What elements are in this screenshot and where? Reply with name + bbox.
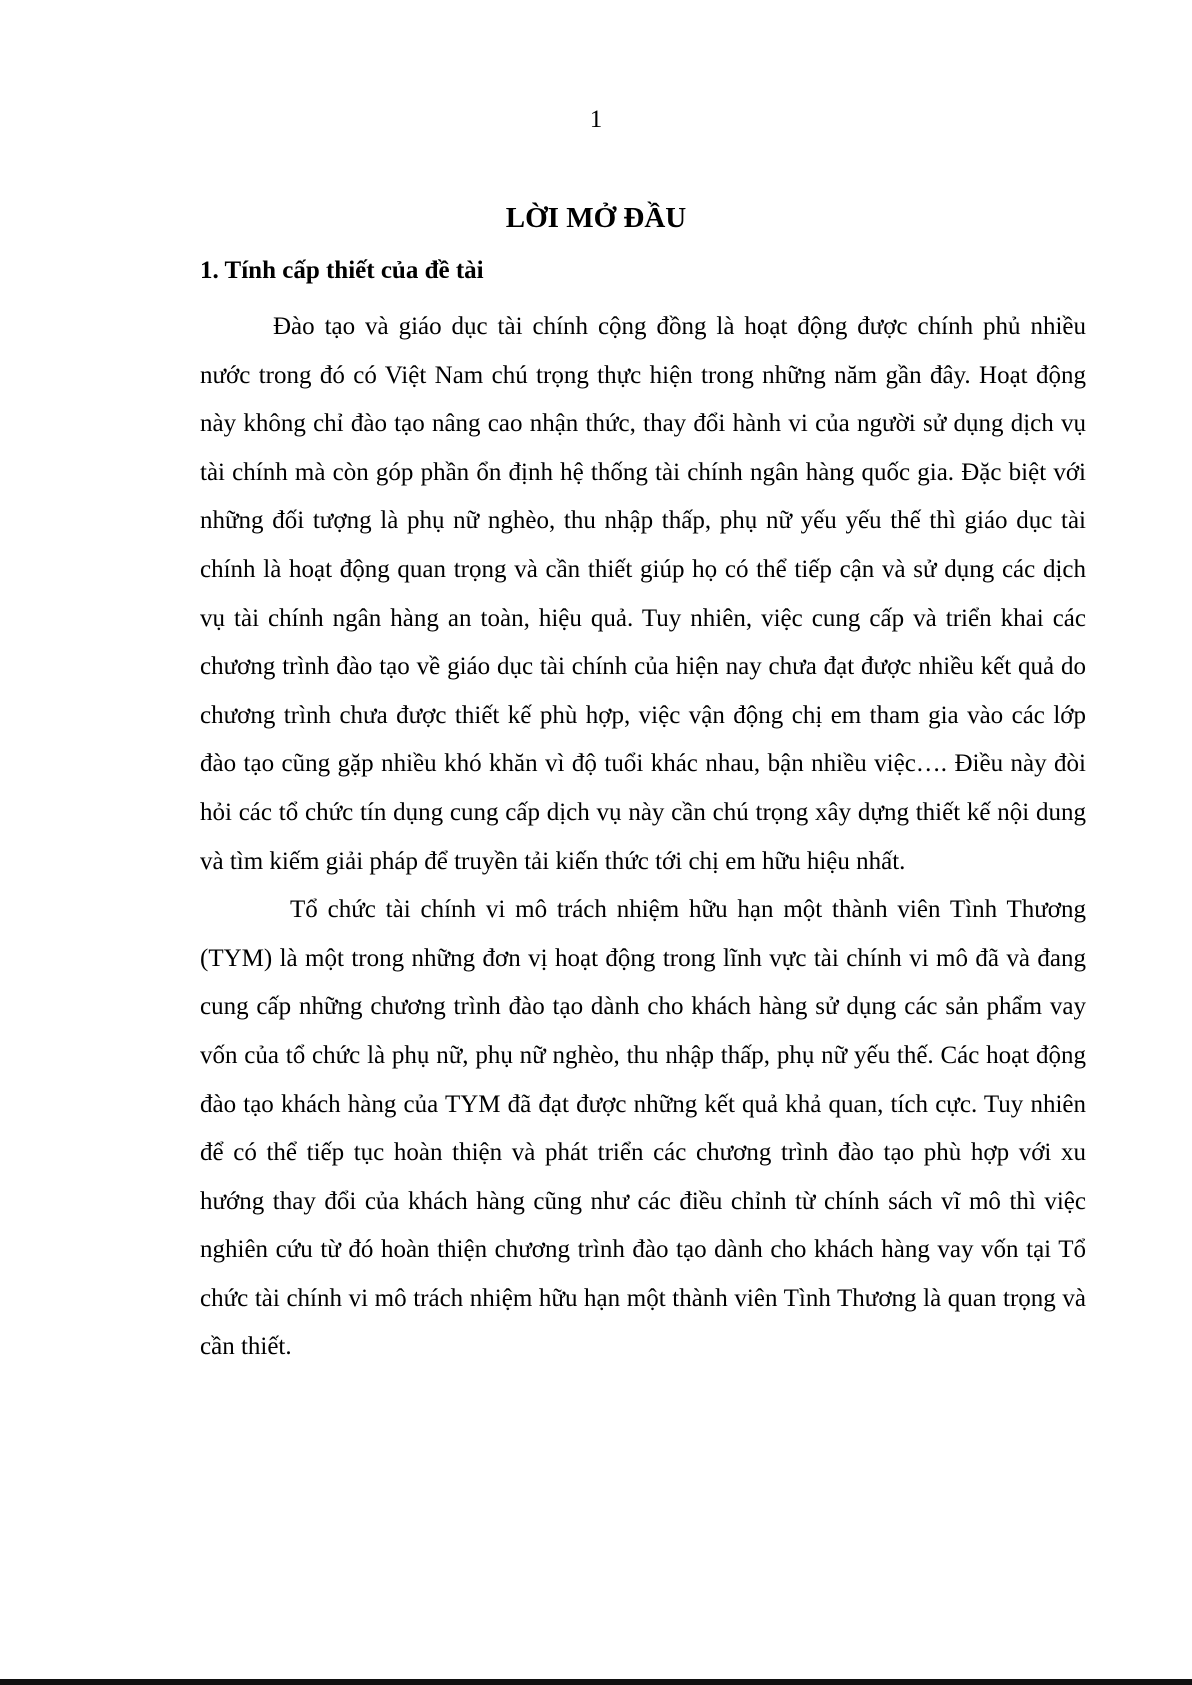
page-number: 1 [589, 106, 603, 133]
bottom-edge-bar [0, 1679, 1192, 1685]
page-title: LỜI MỞ ĐẦU [505, 202, 687, 234]
paragraph: Tổ chức tài chính vi mô trách nhiệm hữu hạn một thành viên Tình Thương (TYM) là một trong những đơn vị hoạt động trong lĩnh vực tài chính vi mô đã và đang cung cấp những chương trình đào tạo dành cho khách hàng sử dụng các sản phẩm vay vốn của tổ chức là phụ nữ, phụ nữ nghèo, thu nhập thấp, phụ nữ yếu thế. Các hoạt động đào tạo khách hàng của TYM đã đạt được những kết quả khả quan, tích cực. Tuy nhiên để có thể tiếp tục hoàn thiện và phát triển các chương trình đào tạo phù hợp với xu hướng thay đổi của khách hàng cũng như các điều chỉnh từ chính sách vĩ mô thì việc nghiên cứu từ đó hoàn thiện chương trình đào tạo dành cho khách hàng vay vốn tại Tổ chức tài chính vi mô trách nhiệm hữu hạn một thành viên Tình Thương là quan trọng và cần thiết. [200, 896, 1086, 1361]
paragraph: Đào tạo và giáo dục tài chính cộng đồng là hoạt động được chính phủ nhiều nước trong đó có Việt Nam chú trọng thực hiện trong những năm gần đây. Hoạt động này không chỉ đào tạo nâng cao nhận thức, thay đổi hành vi của người sử dụng dịch vụ tài chính mà còn góp phần ổn định hệ thống tài chính ngân hàng quốc gia. Đặc biệt với những đối tượng là phụ nữ nghèo, thu nhập thấp, phụ nữ yếu yếu thế thì giáo dục tài chính là hoạt động quan trọng và cần thiết giúp họ có thể tiếp cận và sử dụng các dịch vụ tài chính ngân hàng an toàn, hiệu quả. Tuy nhiên, việc cung cấp và triển khai các chương trình đào tạo về giáo dục tài chính của hiện nay chưa đạt được nhiều kết quả do chương trình chưa được thiết kế phù hợp, việc vận động chị em tham gia vào các lớp đào tạo cũng gặp nhiều khó khăn vì độ tuổi khác nhau, bận nhiều việc…. Điều này đòi hỏi các tổ chức tín dụng cung cấp dịch vụ này cần chú trọng xây dựng thiết kế nội dung và tìm kiếm giải pháp để truyền tải kiến thức tới chị em hữu hiệu nhất. [200, 313, 1086, 875]
section-heading: 1. Tính cấp thiết của đề tài [200, 257, 484, 284]
body-text [200, 303, 1086, 1372]
